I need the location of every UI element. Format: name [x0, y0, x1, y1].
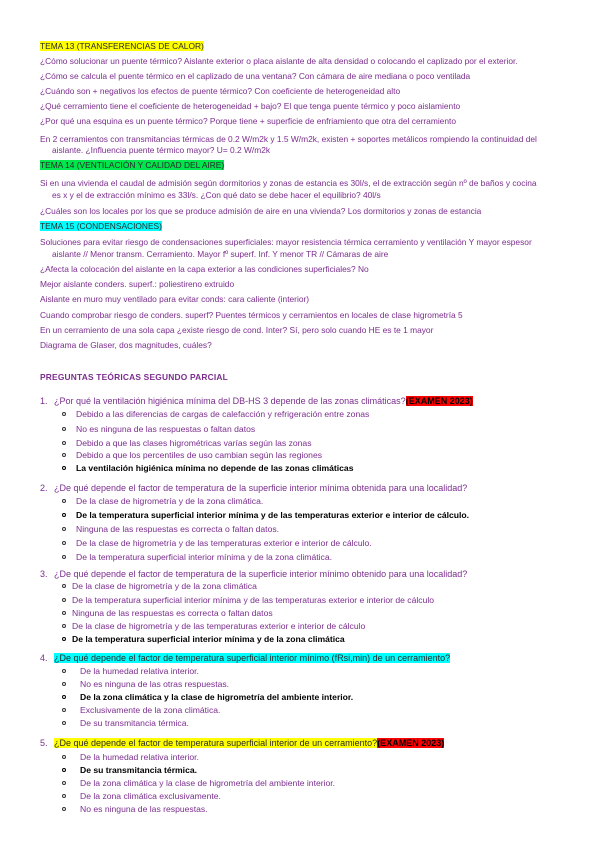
correct-option: De la temperatura superficial interior mínima y de la zona climática: [72, 634, 345, 644]
exam-tag: (EXAMEN 2023): [405, 396, 473, 406]
option: Exclusivamente de la zona climática.: [80, 705, 221, 715]
text-line: ¿Cómo se calcula el puente térmico en el caplizado de una ventana? Con cámara de aire mediana o poco ventilada: [40, 71, 471, 81]
bullet-icon: [62, 598, 66, 602]
option: De la zona climática y la clase de higrometría del ambiente interior.: [80, 778, 336, 788]
question-5: 5. ¿De qué depende el factor de temperatura superficial interior de un cerramiento?(EXAMEN 2023): [40, 738, 445, 748]
bullet-icon: [62, 466, 66, 470]
bullet-icon: [62, 708, 66, 712]
question-4: 4. ¿De qué depende el factor de temperatura superficial interior mínimo (fRsi,min) de un cerramiento?: [40, 653, 451, 663]
option: De la temperatura superficial interior mínima y de las temperaturas exterior e interior de cálculo: [72, 595, 435, 605]
exam-tag: (EXAMEN 2023): [377, 738, 445, 748]
text-line: aislante. ¿Influencia puente térmico mayor? U= 0.2 W/m2k: [52, 145, 271, 155]
text-line: es x y el de extracción mínimo es 33l/s. ¿Con qué dato se debe hacer el equilibrio? 40l/s: [52, 190, 381, 200]
option: De su transmitancia térmica.: [80, 718, 189, 728]
correct-option: De la zona climática y la clase de higrometría del ambiente interior.: [80, 692, 354, 702]
text-line: ¿Cómo solucionar un puente térmico? Aislante exterior o placa aislante de alta densidad o colocando el caplizado por el exterior.: [40, 56, 518, 66]
option: Ninguna de las respuestas es correcta o faltan datos.: [76, 524, 280, 534]
bullet-icon: [62, 755, 66, 759]
bullet-icon: [62, 624, 66, 628]
bullet-icon: [62, 453, 66, 457]
bullet-icon: [62, 527, 66, 531]
text-line: ¿Cuándo son + negativos los efectos de puente térmico? Con coeficiente de heterogeneidad alto: [40, 86, 401, 96]
text-line: ¿Cuáles son los locales por los que se produce admisión de aire en una vivienda? Los dormitorios y zonas de estancia: [40, 206, 482, 216]
text-line: ¿Qué cerramiento tiene el coeficiente de heterogeneidad + bajo? El que tenga puente térmico y poco aislamiento: [40, 101, 461, 111]
text-line: Diagrama de Glaser, dos magnitudes, cuáles?: [40, 340, 212, 350]
bullet-icon: [62, 721, 66, 725]
tema-13-heading: TEMA 13 (TRANSFERENCIAS DE CALOR): [40, 41, 204, 51]
bullet-icon: [62, 513, 66, 517]
option: Ninguna de las respuestas es correcta o faltan datos: [72, 608, 273, 618]
option: Debido a las diferencias de cargas de calefacción y refrigeración entre zonas: [76, 409, 370, 419]
bullet-icon: [62, 427, 66, 431]
bullet-icon: [62, 541, 66, 545]
option: Debido a que las clases higrométricas varías según las zonas: [76, 438, 312, 448]
text-line: Si en una vivienda el caudal de admisión según dormitorios y zonas de estancia es 30l/s, el de extracción según nº de baños y cocina: [40, 178, 537, 188]
bullet-icon: [62, 584, 66, 588]
section-title: PREGUNTAS TEÓRICAS SEGUNDO PARCIAL: [40, 372, 228, 382]
option: De la zona climática exclusivamente.: [80, 791, 221, 801]
correct-option: La ventilación higiénica mínima no depende de las zonas climáticas: [76, 463, 354, 473]
text-line: Soluciones para evitar riesgo de condensaciones superficiales: mayor resistencia térmica cerramiento y ventilación Y mayor espesor: [40, 237, 532, 247]
option: De la humedad relativa interior.: [80, 666, 199, 676]
text-line: Aislante en muro muy ventilado para evitar conds: cara caliente (interior): [40, 294, 310, 304]
option: De la clase de higrometría y de las temperaturas exterior e interior de cálculo: [72, 621, 366, 631]
text-line: En 2 cerramientos con transmitancias térmicas de 0.2 W/m2k y 1.5 W/m2k, existen + soportes metálicos rompiendo la continuidad del: [40, 134, 537, 144]
text-line: ¿Por qué una esquina es un puente térmico? Porque tiene + superficie de enfriamiento que otra del cerramiento: [40, 116, 456, 126]
question-1: 1. ¿Por qué la ventilación higiénica mínima del DB-HS 3 depende de las zonas climáticas?(EXAMEN 2023): [40, 396, 473, 406]
correct-option: De su transmitancia térmica.: [80, 765, 198, 775]
option: De la temperatura superficial interior mínima y de la zona climática.: [76, 552, 333, 562]
option: No es ninguna de las otras respuestas.: [80, 679, 230, 689]
bullet-icon: [62, 611, 66, 615]
text-line: Cuando comprobar riesgo de conders. superf? Puentes térmicos y cerramientos en locales de clase higrometría 5: [40, 310, 463, 320]
option: De la clase de higrometría y de la zona climática.: [76, 496, 264, 506]
bullet-icon: [62, 807, 66, 811]
bullet-icon: [62, 682, 66, 686]
text-line: aislante // Menor transm. Cerramiento. Mayor fº superf. Inf. Y menor TR // Cámaras de aire: [52, 249, 389, 259]
question-3: 3. ¿De qué depende el factor de temperatura de la superficie interior mínimo obtenido para una localidad?: [40, 569, 468, 579]
bullet-icon: [62, 695, 66, 699]
option: No es ninguna de las respuestas.: [80, 804, 208, 814]
text-line: Mejor aislante conders. superf.: poliestireno extruido: [40, 279, 235, 289]
tema-14-heading: TEMA 14 (VENTILACIÓN Y CALIDAD DEL AIRE): [40, 160, 225, 170]
bullet-icon: [62, 412, 66, 416]
option: De la humedad relativa interior.: [80, 752, 199, 762]
text-line: ¿Afecta la colocación del aislante en la capa exterior a las condiciones superficiales? No: [40, 264, 369, 274]
question-2: 2. ¿De qué depende el factor de temperatura de la superficie interior mínima obtenida para una localidad?: [40, 483, 468, 493]
bullet-icon: [62, 669, 66, 673]
bullet-icon: [62, 781, 66, 785]
correct-option: De la temperatura superficial interior mínima y de las temperaturas exterior e interior de cálculo.: [76, 510, 470, 520]
bullet-icon: [62, 794, 66, 798]
bullet-icon: [62, 555, 66, 559]
tema-15-heading: TEMA 15 (CONDENSACIONES): [40, 221, 162, 231]
option: No es ninguna de las respuestas o faltan datos: [76, 424, 256, 434]
bullet-icon: [62, 768, 66, 772]
bullet-icon: [62, 499, 66, 503]
bullet-icon: [62, 637, 66, 641]
option: De la clase de higrometría y de la zona climática: [72, 581, 257, 591]
text-line: En un cerramiento de una sola capa ¿existe riesgo de cond. Inter? Sí, pero solo cuando HE es te 1 mayor: [40, 325, 434, 335]
option: De la clase de higrometría y de las temperaturas exterior e interior de cálculo.: [76, 538, 372, 548]
option: Debido a que los percentiles de uso cambian según las regiones: [76, 450, 323, 460]
bullet-icon: [62, 441, 66, 445]
